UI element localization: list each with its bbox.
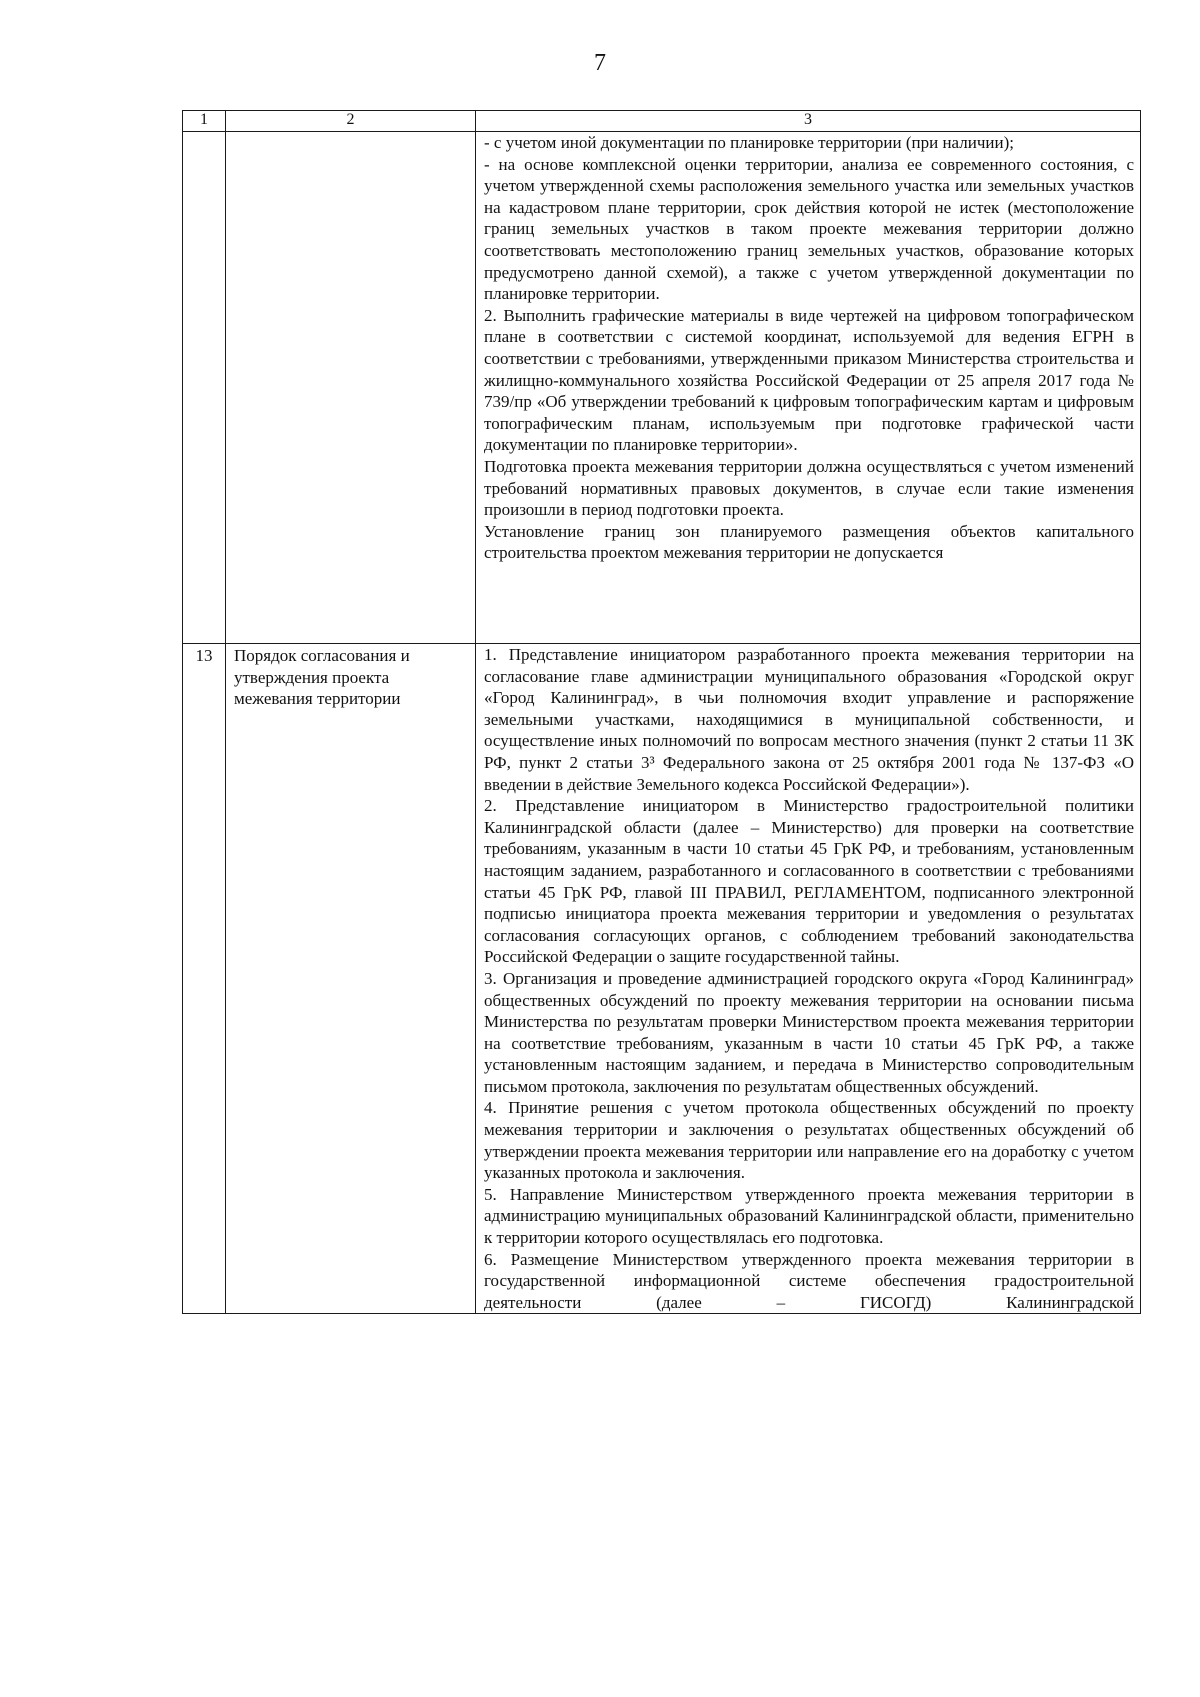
column-header-name: 2: [226, 111, 476, 132]
paragraph: - с учетом иной документации по планировке территории (при наличии);: [484, 133, 1014, 152]
paragraph: Подготовка проекта межевания территории должна осуществляться с учетом изменений требований нормативных правовых документов, в случае если такие изменения произошли в период подготовки проекта.: [484, 456, 1134, 520]
paragraph: 2. Выполнить графические материалы в виде чертежей на цифровом топографическом плане в соответствии с системой координат, используемой для ведения ЕГРН в соответствии с требованиями, утвержденными приказом Министерства строительства и жилищно-коммунального хозяйства Российской Федерации от 25 апреля 2017 года № 739/пр «Об утверждении требований к цифровым топографическим картам и цифровым топографическим планам, используемым при подготовке графической части документации по планировке территории».: [484, 305, 1134, 455]
table-header-row: [183, 111, 1141, 132]
row-number: 13: [183, 644, 226, 1314]
row-content: [476, 644, 1141, 1314]
paragraph: 6. Размещение Министерством утвержденного проекта межевания территории в государственной информационной системе обеспечения градостроительной деятельности (далее – ГИСОГД) Калининградской: [484, 1249, 1134, 1312]
page-number: 7: [594, 50, 606, 76]
paragraph: - на основе комплексной оценки территории, анализа ее современного состояния, с учетом утвержденной схемы расположения земельного участка или земельных участков на кадастровом плане территории, срок действия которой не истек (местоположение границ земельных участков в таком проекте межевания территории должно соответствовать местоположению границ земельных участков, образование которых предусмотрено данной схемой), а также с учетом утвержденной документации по планировке территории.: [484, 154, 1134, 304]
column-header-content: 3: [476, 111, 1141, 132]
row-name: Порядок согласования и утверждения проекта межевания территории: [226, 644, 476, 1314]
paragraph: 1. Представление инициатором разработанного проекта межевания территории на согласование главе администрации муниципального образования «Городской округ «Город Калининград», в чьи полномочия входит управление и распоряжение земельными участками, находящимися в муниципальной собственности, и осуществление иных полномочий по вопросам местного значения (пункт 2 статьи 11 ЗК РФ, пункт 2 статьи 3³ Федерального закона от 25 октября 2001 года № 137-ФЗ «О введении в действие Земельного кодекса Российской Федерации»).: [484, 645, 1134, 794]
row-name: [226, 132, 476, 644]
paragraph: 2. Представление инициатором в Министерство градостроительной политики Калининградской области (далее – Министерство) для проверки на соответствие требованиям, указанным в части 10 статьи 45 ГрК РФ, и требованиям, установленным настоящим заданием, разработанного и согласованного в соответствии с требованиями статьи 45 ГрК РФ, главой III ПРАВИЛ, РЕГЛАМЕНТОМ, подписанного электронной подписью инициатора проекта межевания территории и уведомления о результатах согласования согласующих органов, с соблюдением требований законодательства Российской Федерации о защите государственной тайны.: [484, 796, 1134, 967]
table-row-continuation: [183, 132, 1141, 644]
specification-table: [182, 110, 1141, 1314]
paragraph: 4. Принятие решения с учетом протокола общественных обсуждений по проекту межевания территории и заключения о результатах общественных обсуждений об утверждении проекта межевания территории или направление его на доработку с учетом указанных протокола и заключения.: [484, 1098, 1134, 1183]
paragraph: Установление границ зон планируемого размещения объектов капитального строительства проектом межевания территории не допускается: [484, 521, 1134, 563]
table-row-13: [183, 644, 1141, 1314]
column-header-number: 1: [183, 111, 226, 132]
paragraph: 5. Направление Министерством утвержденного проекта межевания территории в администрацию муниципальных образований Калининградской области, применительно к территории которого осуществлялась его подготовка.: [484, 1184, 1134, 1248]
row-content: [476, 132, 1141, 644]
paragraph: 3. Организация и проведение администрацией городского округа «Город Калининград» общественных обсуждений по проекту межевания территории на основании письма Министерства по результатам проверки Министерством проекта межевания территории на соответствие требованиям, указанным в части 10 статьи 45 ГрК РФ, а также установленным настоящим заданием, и передача в Министерство сопроводительным письмом протокола, заключения по результатам общественных обсуждений.: [484, 968, 1134, 1096]
row-number: [183, 132, 226, 644]
